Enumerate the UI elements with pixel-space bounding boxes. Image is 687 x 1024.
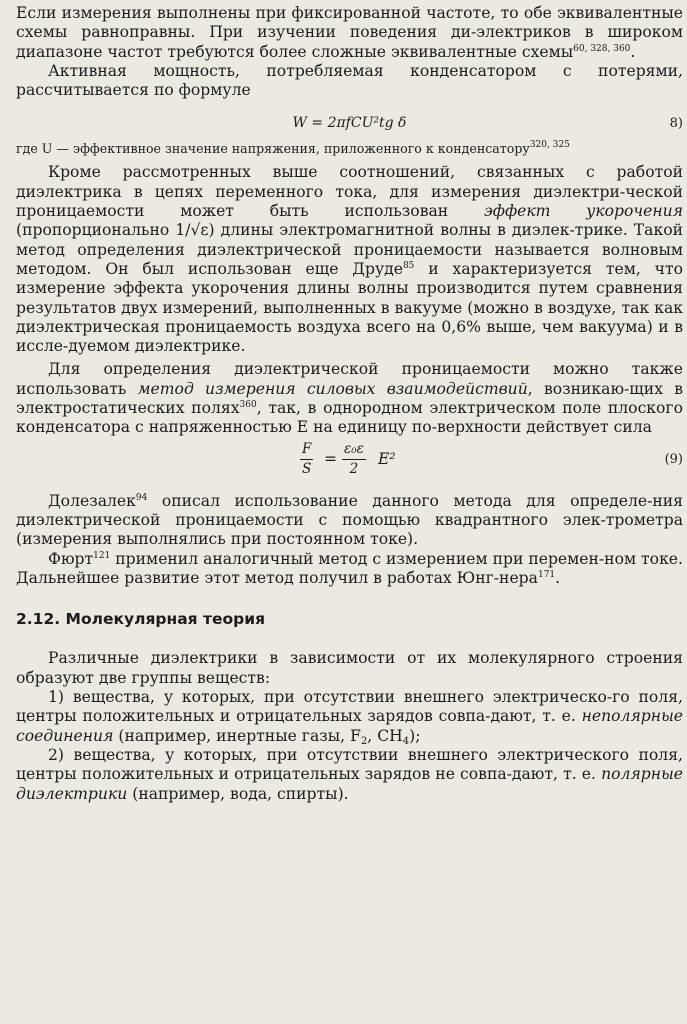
paragraph-two-groups: Различные диэлектрики в зависимости от их молекулярного строения образуют две группы веществ: <box>16 649 683 687</box>
text: Кроме рассмотренных выше соотношений, связанных с работой диэлектрика в цепях переменного тока, для измерения диэлектри-ческой проницаемости может быть использован <box>16 163 683 221</box>
fraction-epsilon-over-two <box>342 440 366 480</box>
fraction-denominator: S <box>302 460 312 477</box>
text: (пропорционально 1/√ε) длины электромагнитной волны в диэлек-трике. Такой метод определения диэлектрической проницаемости называется волновым методом. Он был использован еще Друде <box>16 221 683 278</box>
fraction-f-over-s <box>300 440 313 480</box>
text: . <box>555 568 561 587</box>
text: ); <box>409 726 421 745</box>
equals-sign: = <box>324 449 338 468</box>
text: Если измерения выполнены при фиксированной частоте, то обе эквивалентные схемы равноправны. При изучении поведения ди-электриков в широком диапазоне частот требуются более сложные эквивалентные схемы <box>16 4 683 61</box>
emphasis-term: метод измерения силовых взаимодействий <box>137 379 528 398</box>
text: (например, вода, спирты). <box>127 784 349 803</box>
reference-superscript: 360 <box>239 400 257 411</box>
section-heading: 2.12. Молекулярная теория <box>16 610 266 629</box>
reference-superscript: 320, 325 <box>529 140 570 151</box>
formula-explanation <box>16 140 683 157</box>
emphasis-term: неполярные соединения <box>16 707 683 745</box>
formula-8 <box>16 114 683 134</box>
equation-number: 8) <box>669 116 683 132</box>
paragraph-wave-method <box>16 163 683 356</box>
text: и характеризуется тем, что измерение эффекта укорочения длины волны производится путем сравнения результатов двух измерений, выполненных в вакууме (можно в воздухе, так как диэлектрическая проницаемость воздуха всего на 0,6% выше, чем вакуума) и в иссле-дуемом диэлектрике. <box>16 259 683 356</box>
text: 2) вещества, у которых, при отсутствии внешнего электрического поля, центры положительных и отрицательных зарядов не совпа-дают, т. е. <box>16 745 683 784</box>
text: , CH <box>367 726 403 745</box>
text: , так, в однородном электрическом поле плоского конденсатора с напряженностью E на единицу по-верхности действует сила <box>16 399 683 437</box>
paragraph-nonpolar <box>16 688 683 746</box>
reference-superscript: 94 <box>135 492 148 503</box>
formula-9 <box>16 440 683 482</box>
fraction-numerator: F <box>300 440 313 460</box>
paragraph-furth <box>16 550 683 589</box>
text: Фюрт <box>48 549 94 568</box>
emphasis-term: полярные диэлектрики <box>16 765 683 803</box>
reference-superscript: 85 <box>402 260 415 271</box>
equation-number: (9) <box>664 451 683 467</box>
paragraph-dolezalek <box>16 492 683 550</box>
fraction-denominator: 2 <box>349 460 359 477</box>
text: описал использование данного метода для определе-ния диэлектрической проницаемости с помощью квадрантного элек-трометра (измерения выполнялись при постоянном токе). <box>16 491 683 549</box>
reference-superscript: 171 <box>537 569 556 580</box>
subscript: 4 <box>402 735 410 747</box>
text: где U — эффективное значение напряжения, приложенного к конденсатору <box>16 141 530 157</box>
text: Для определения диэлектрической проницаемости можно также использовать <box>16 360 683 398</box>
reference-superscript: 121 <box>93 550 111 561</box>
formula-field-term: E² <box>378 449 396 468</box>
text: . <box>630 42 636 61</box>
reference-superscript: 60, 328, 360 <box>573 43 631 54</box>
paragraph-active-power: Активная мощность, потребляемая конденсатором с потерями, рассчитывается по формуле <box>16 61 683 100</box>
text: применил аналогичный метод с измерением при перемен-ном токе. Дальнейшее развитие этот метод получил в работах Юнг-нера <box>16 549 683 587</box>
text: (например, инертные газы, F <box>113 726 361 745</box>
text: , возникаю-щих в электростатических полях <box>16 379 683 418</box>
fraction-numerator: ε₀ε <box>342 440 366 460</box>
paragraph-equivalent-circuits <box>16 4 683 62</box>
text: Долезалек <box>48 491 136 510</box>
paragraph-force-method <box>16 360 683 437</box>
emphasis-term: эффект укорочения <box>484 202 683 221</box>
paragraph-polar <box>16 746 683 804</box>
subscript: 2 <box>360 735 368 747</box>
formula-text: W = 2πfCU²tg δ <box>292 115 407 132</box>
text: 1) вещества, у которых, при отсутствии внешнего электрическо-го поля, центры положительных и отрицательных зарядов совпа-дают, т. е. <box>16 688 683 726</box>
